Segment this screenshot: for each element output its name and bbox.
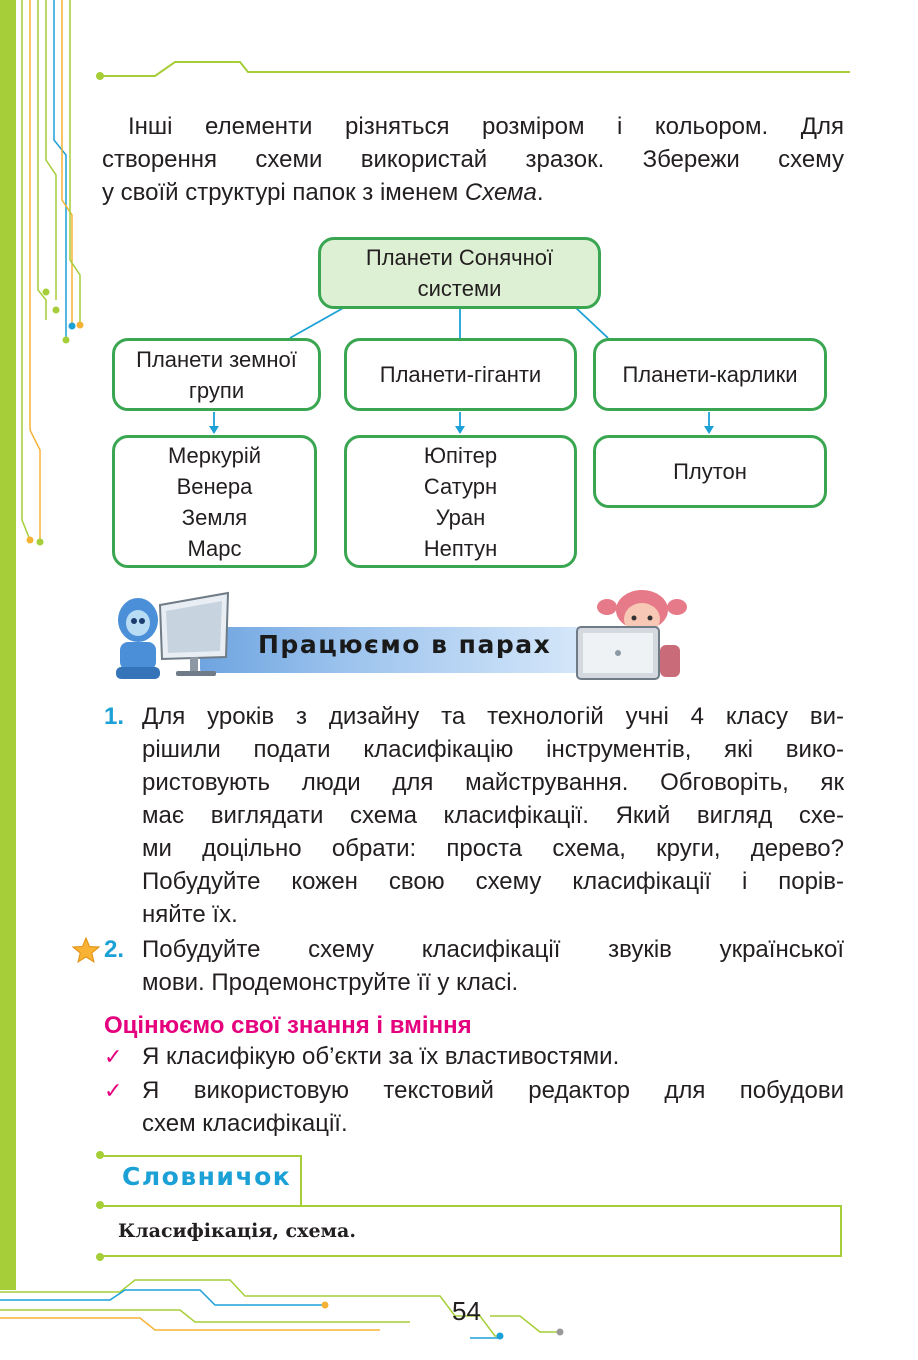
robot-computer-illustration (108, 585, 238, 685)
star-icon (72, 937, 100, 963)
planet-name: Меркурій (167, 442, 262, 468)
planet-name: Венера (176, 473, 253, 499)
task-line: няйте їх. (142, 901, 238, 928)
planet-name: Уран (435, 504, 486, 530)
category-node-terrestrial (112, 338, 321, 411)
glossary-text: Класифікація, схема. (118, 1220, 356, 1242)
task-line: мови. Продемонструйте її у класі. (142, 969, 519, 996)
task-line: Побудуйте кожен свою схему класифікації і порів- (142, 868, 844, 895)
girl-laptop-illustration (572, 585, 692, 685)
items-node-dwarfs (593, 435, 827, 508)
category-title-line: Планети-гіганти (379, 362, 542, 387)
page-number: 54 (452, 1296, 481, 1326)
task-line: ристовують люди для майстрування. Обговоріть, як (142, 769, 844, 796)
task-1 (0, 700, 918, 940)
check-mark-icon: ✓ (104, 1044, 123, 1069)
self-check-item (0, 1074, 918, 1142)
task-number: 2. (104, 936, 125, 963)
task-line: Для уроків з дизайну та технологій учні 4 класу ви- (142, 703, 844, 730)
self-check-body (142, 1074, 844, 1140)
self-check-item (0, 1040, 918, 1074)
items-node-giants (344, 435, 577, 568)
task-line: ми доцільно обрати: проста схема, круги, дерево? (142, 835, 844, 862)
category-title-line: Планети земної (136, 346, 297, 372)
planet-name: Сатурн (423, 473, 498, 499)
check-mark-icon: ✓ (104, 1078, 123, 1103)
intro-line-1: Інші елементи різняться розміром і кольором. Для (128, 113, 844, 140)
intro-line-2: створення схеми використай зразок. Збережи схему (102, 146, 844, 173)
task-body (142, 933, 844, 999)
intro-line-3-text: у своїй структурі папок з іменем (102, 179, 465, 206)
task-number: 1. (104, 703, 125, 730)
diagram-root-node (318, 237, 601, 309)
planet-name: Нептун (423, 535, 498, 561)
task-line: рішили подати класифікацію інструментів, які вико- (142, 736, 844, 763)
category-title-line: групи (188, 377, 245, 403)
category-node-dwarfs (593, 338, 827, 411)
planet-name: Марс (187, 535, 242, 561)
glossary-title: Словничок (122, 1162, 292, 1191)
planet-name: Земля (181, 504, 248, 530)
self-check-body (142, 1040, 844, 1073)
planet-name: Плутон (673, 459, 747, 484)
intro-italic-word: Схема (464, 179, 537, 206)
intro-end-punct: . (536, 179, 544, 206)
self-check-title: Оцінюємо свої знання і вміння (104, 1012, 472, 1039)
root-line-2: системи (417, 276, 502, 301)
task-line: Побудуйте схему класифікації звуків української (142, 936, 844, 963)
self-check-line: Я використовую текстовий редактор для побудови (142, 1077, 844, 1104)
self-check-line: схем класифікації. (142, 1110, 348, 1137)
category-title-line: Планети-карлики (622, 362, 798, 387)
planet-name: Юпітер (423, 442, 498, 468)
task-2 (0, 933, 918, 1003)
self-check-line: Я класифікую об’єкти за їх властивостями. (142, 1043, 620, 1070)
task-body (142, 700, 844, 931)
category-node-giants (344, 338, 577, 411)
items-node-terrestrial (112, 435, 317, 568)
root-line-1: Планети Сонячної (365, 245, 554, 270)
banner-title: Працюємо в парах (258, 630, 552, 659)
task-line: має виглядати схема класифікації. Який вигляд схе- (142, 802, 844, 829)
